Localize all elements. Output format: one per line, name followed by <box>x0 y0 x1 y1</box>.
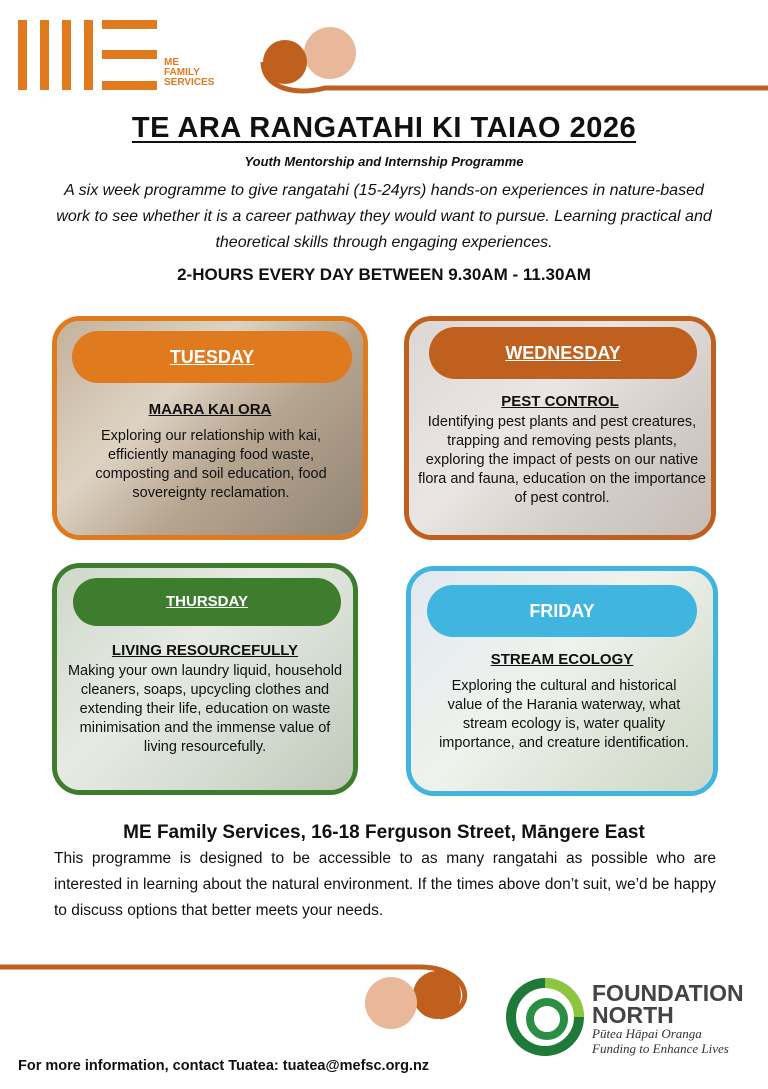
wednesday-day-pill <box>429 327 697 379</box>
thursday-day-pill <box>73 578 341 626</box>
friday-card <box>406 566 718 796</box>
bottom-koru-decoration <box>0 955 500 1040</box>
tuesday-activity-title: MAARA KAI ORA <box>148 401 272 418</box>
logo-wordmark <box>164 58 214 88</box>
wednesday-activity-title: PEST CONTROL <box>501 393 619 410</box>
foundation-north-tagline-1: Pūtea Hāpai Oranga <box>592 1026 702 1041</box>
tuesday-activity-description: Exploring our relationship with kai, efficiently managing food waste, composting and soil education, food sovereignty reclamation. <box>95 428 327 501</box>
foundation-north-line-2: NORTH <box>592 1002 674 1028</box>
intro-text: A six week programme to give rangatahi (15-24yrs) hands-on experiences in nature-based work to see whether it is a career pathway they would want to pursue. Learning practical and theoretical skills through engaging experiences. <box>56 182 712 251</box>
foundation-north-name <box>592 982 744 1026</box>
foundation-north-line-1: FOUNDATION <box>592 980 744 1006</box>
page-title: TE ARA RANGATAHI KI TAIAO 2026 <box>131 112 637 144</box>
wednesday-day-label: WEDNESDAY <box>505 343 621 363</box>
top-koru-decoration <box>255 18 768 98</box>
logo-line-1: ME <box>164 57 179 68</box>
wednesday-card <box>404 316 716 540</box>
thursday-card <box>52 563 358 795</box>
accessibility-paragraph: This programme is designed to be accessible to as many rangatahi as possible who are interested in learning about the natural environment. If the times above don’t suit, we’d be happy to discuss options that better meets your needs. <box>54 850 716 919</box>
logo-line-3: SERVICES <box>164 77 215 88</box>
hours-heading: 2-HOURS EVERY DAY BETWEEN 9.30AM - 11.30AM <box>177 265 591 284</box>
thursday-activity-description: Making your own laundry liquid, household cleaners, soaps, upcycling clothes and extending their life, education on waste minimisation and the immense value of living resourcefully. <box>67 663 343 755</box>
friday-activity-description: Exploring the cultural and historical value of the Harania waterway, what stream ecology is, water quality importance, and creature identification. <box>439 678 689 751</box>
programme-subtitle: Youth Mentorship and Internship Programme <box>244 154 524 169</box>
foundation-north-tagline <box>592 1026 729 1056</box>
wednesday-activity-description: Identifying pest plants and pest creatures, trapping and removing pests plants, exploring the impact of pests on our native flora and fauna, education on the importance of pest control. <box>418 414 706 506</box>
tuesday-day-pill <box>72 331 352 383</box>
foundation-north-logo-icon <box>506 978 584 1056</box>
friday-activity-title: STREAM ECOLOGY <box>490 651 634 668</box>
thursday-activity-title: LIVING RESOURCEFULLY <box>111 642 299 659</box>
friday-day-label: FRIDAY <box>529 601 595 621</box>
contact-line: For more information, contact Tuatea: tuatea@mefsc.org.nz <box>18 1058 430 1074</box>
logo-line-2: FAMILY <box>164 67 200 78</box>
friday-day-pill <box>427 585 697 637</box>
foundation-north-tagline-2: Funding to Enhance Lives <box>592 1041 729 1056</box>
venue-address: ME Family Services, 16-18 Ferguson Street, Māngere East <box>123 822 645 843</box>
thursday-day-label: THURSDAY <box>166 593 248 610</box>
tuesday-day-label: TUESDAY <box>169 347 255 367</box>
tuesday-card <box>52 316 368 540</box>
